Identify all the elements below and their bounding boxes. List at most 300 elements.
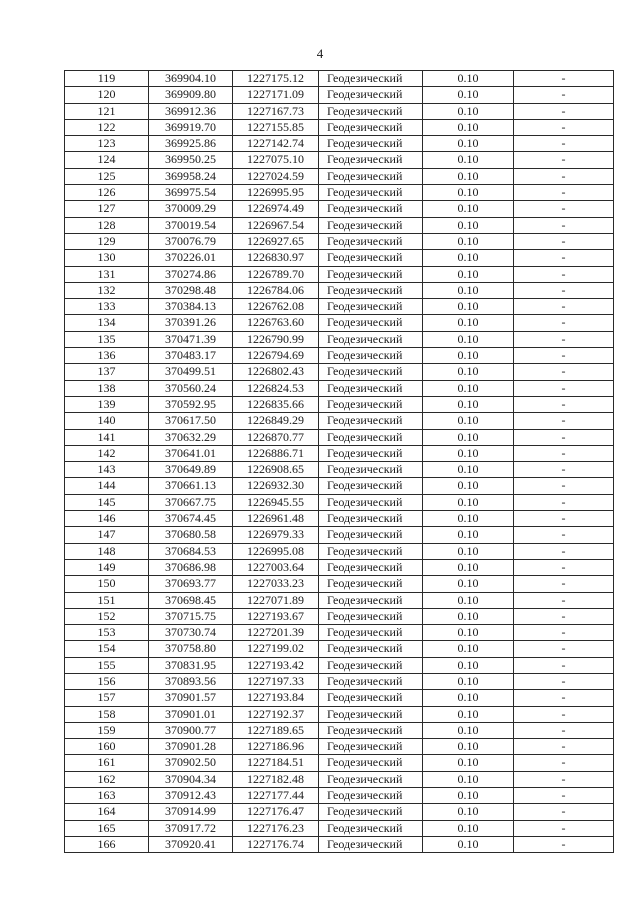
description-cell: -: [514, 755, 614, 771]
table-row: [65, 771, 614, 787]
y-coordinate-cell: 1226927.65: [233, 233, 319, 249]
table-row: [65, 527, 614, 543]
table-row: [65, 429, 614, 445]
method-cell: Геодезический: [319, 755, 423, 771]
x-coordinate-cell: 370917.72: [149, 820, 233, 836]
point-number-cell: 163: [65, 788, 149, 804]
y-coordinate-cell: 1226932.30: [233, 478, 319, 494]
precision-cell: 0.10: [423, 445, 514, 461]
method-cell: Геодезический: [319, 836, 423, 852]
precision-cell: 0.10: [423, 673, 514, 689]
method-cell: Геодезический: [319, 771, 423, 787]
y-coordinate-cell: 1226784.06: [233, 282, 319, 298]
method-cell: Геодезический: [319, 348, 423, 364]
precision-cell: 0.10: [423, 396, 514, 412]
precision-cell: 0.10: [423, 152, 514, 168]
method-cell: Геодезический: [319, 527, 423, 543]
point-number-cell: 164: [65, 804, 149, 820]
y-coordinate-cell: 1226789.70: [233, 266, 319, 282]
point-number-cell: 152: [65, 608, 149, 624]
description-cell: -: [514, 771, 614, 787]
description-cell: -: [514, 168, 614, 184]
point-number-cell: 154: [65, 641, 149, 657]
description-cell: -: [514, 625, 614, 641]
y-coordinate-cell: 1227024.59: [233, 168, 319, 184]
x-coordinate-cell: 370893.56: [149, 673, 233, 689]
point-number-cell: 146: [65, 511, 149, 527]
x-coordinate-cell: 370831.95: [149, 657, 233, 673]
point-number-cell: 145: [65, 494, 149, 510]
description-cell: -: [514, 722, 614, 738]
method-cell: Геодезический: [319, 739, 423, 755]
y-coordinate-cell: 1226790.99: [233, 331, 319, 347]
description-cell: -: [514, 217, 614, 233]
description-cell: -: [514, 152, 614, 168]
y-coordinate-cell: 1226886.71: [233, 445, 319, 461]
method-cell: Геодезический: [319, 119, 423, 135]
precision-cell: 0.10: [423, 462, 514, 478]
description-cell: -: [514, 119, 614, 135]
x-coordinate-cell: 370667.75: [149, 494, 233, 510]
table-row: [65, 836, 614, 852]
description-cell: -: [514, 657, 614, 673]
x-coordinate-cell: 370617.50: [149, 413, 233, 429]
point-number-cell: 120: [65, 87, 149, 103]
table-row: [65, 396, 614, 412]
table-row: [65, 576, 614, 592]
precision-cell: 0.10: [423, 511, 514, 527]
precision-cell: 0.10: [423, 722, 514, 738]
precision-cell: 0.10: [423, 641, 514, 657]
precision-cell: 0.10: [423, 739, 514, 755]
y-coordinate-cell: 1227175.12: [233, 71, 319, 87]
x-coordinate-cell: 370298.48: [149, 282, 233, 298]
x-coordinate-cell: 370693.77: [149, 576, 233, 592]
precision-cell: 0.10: [423, 217, 514, 233]
point-number-cell: 150: [65, 576, 149, 592]
point-number-cell: 162: [65, 771, 149, 787]
method-cell: Геодезический: [319, 641, 423, 657]
point-number-cell: 131: [65, 266, 149, 282]
method-cell: Геодезический: [319, 511, 423, 527]
method-cell: Геодезический: [319, 396, 423, 412]
y-coordinate-cell: 1227171.09: [233, 87, 319, 103]
y-coordinate-cell: 1226995.08: [233, 543, 319, 559]
table-row: [65, 299, 614, 315]
method-cell: Геодезический: [319, 690, 423, 706]
y-coordinate-cell: 1226945.55: [233, 494, 319, 510]
description-cell: -: [514, 543, 614, 559]
description-cell: -: [514, 103, 614, 119]
table-row: [65, 511, 614, 527]
y-coordinate-cell: 1227003.64: [233, 559, 319, 575]
point-number-cell: 122: [65, 119, 149, 135]
table-row: [65, 233, 614, 249]
x-coordinate-cell: 370649.89: [149, 462, 233, 478]
point-number-cell: 147: [65, 527, 149, 543]
x-coordinate-cell: 370471.39: [149, 331, 233, 347]
x-coordinate-cell: 369975.54: [149, 185, 233, 201]
table-row: [65, 494, 614, 510]
method-cell: Геодезический: [319, 331, 423, 347]
precision-cell: 0.10: [423, 250, 514, 266]
table-row: [65, 445, 614, 461]
description-cell: -: [514, 690, 614, 706]
description-cell: -: [514, 413, 614, 429]
description-cell: -: [514, 592, 614, 608]
x-coordinate-cell: 370900.77: [149, 722, 233, 738]
method-cell: Геодезический: [319, 445, 423, 461]
description-cell: -: [514, 820, 614, 836]
precision-cell: 0.10: [423, 380, 514, 396]
point-number-cell: 144: [65, 478, 149, 494]
description-cell: -: [514, 136, 614, 152]
y-coordinate-cell: 1227176.47: [233, 804, 319, 820]
table-row: [65, 136, 614, 152]
point-number-cell: 119: [65, 71, 149, 87]
description-cell: -: [514, 788, 614, 804]
precision-cell: 0.10: [423, 625, 514, 641]
y-coordinate-cell: 1227193.42: [233, 657, 319, 673]
point-number-cell: 139: [65, 396, 149, 412]
x-coordinate-cell: 369912.36: [149, 103, 233, 119]
precision-cell: 0.10: [423, 820, 514, 836]
table-row: [65, 559, 614, 575]
precision-cell: 0.10: [423, 608, 514, 624]
y-coordinate-cell: 1226908.65: [233, 462, 319, 478]
description-cell: -: [514, 266, 614, 282]
x-coordinate-cell: 370698.45: [149, 592, 233, 608]
y-coordinate-cell: 1226870.77: [233, 429, 319, 445]
precision-cell: 0.10: [423, 494, 514, 510]
point-number-cell: 129: [65, 233, 149, 249]
point-number-cell: 153: [65, 625, 149, 641]
y-coordinate-cell: 1227193.84: [233, 690, 319, 706]
y-coordinate-cell: 1227192.37: [233, 706, 319, 722]
table-row: [65, 543, 614, 559]
precision-cell: 0.10: [423, 266, 514, 282]
y-coordinate-cell: 1226961.48: [233, 511, 319, 527]
table-row: [65, 152, 614, 168]
method-cell: Геодезический: [319, 608, 423, 624]
description-cell: -: [514, 429, 614, 445]
precision-cell: 0.10: [423, 527, 514, 543]
description-cell: -: [514, 364, 614, 380]
point-number-cell: 126: [65, 185, 149, 201]
precision-cell: 0.10: [423, 348, 514, 364]
point-number-cell: 140: [65, 413, 149, 429]
table-row: [65, 592, 614, 608]
x-coordinate-cell: 370274.86: [149, 266, 233, 282]
table-row: [65, 380, 614, 396]
table-row: [65, 413, 614, 429]
description-cell: -: [514, 608, 614, 624]
y-coordinate-cell: 1227155.85: [233, 119, 319, 135]
method-cell: Геодезический: [319, 103, 423, 119]
x-coordinate-cell: 370914.99: [149, 804, 233, 820]
precision-cell: 0.10: [423, 87, 514, 103]
precision-cell: 0.10: [423, 136, 514, 152]
x-coordinate-cell: 370226.01: [149, 250, 233, 266]
precision-cell: 0.10: [423, 755, 514, 771]
point-number-cell: 159: [65, 722, 149, 738]
y-coordinate-cell: 1227176.23: [233, 820, 319, 836]
precision-cell: 0.10: [423, 788, 514, 804]
x-coordinate-cell: 370499.51: [149, 364, 233, 380]
precision-cell: 0.10: [423, 592, 514, 608]
method-cell: Геодезический: [319, 413, 423, 429]
y-coordinate-cell: 1226794.69: [233, 348, 319, 364]
precision-cell: 0.10: [423, 119, 514, 135]
x-coordinate-cell: 370661.13: [149, 478, 233, 494]
y-coordinate-cell: 1227142.74: [233, 136, 319, 152]
y-coordinate-cell: 1226849.29: [233, 413, 319, 429]
x-coordinate-cell: 370483.17: [149, 348, 233, 364]
point-number-cell: 128: [65, 217, 149, 233]
x-coordinate-cell: 369919.70: [149, 119, 233, 135]
y-coordinate-cell: 1227186.96: [233, 739, 319, 755]
method-cell: Геодезический: [319, 673, 423, 689]
precision-cell: 0.10: [423, 364, 514, 380]
point-number-cell: 165: [65, 820, 149, 836]
method-cell: Геодезический: [319, 233, 423, 249]
description-cell: -: [514, 527, 614, 543]
table-row: [65, 706, 614, 722]
table-row: [65, 185, 614, 201]
table-row: [65, 478, 614, 494]
point-number-cell: 156: [65, 673, 149, 689]
point-number-cell: 133: [65, 299, 149, 315]
point-number-cell: 151: [65, 592, 149, 608]
y-coordinate-cell: 1227201.39: [233, 625, 319, 641]
table-row: [65, 722, 614, 738]
x-coordinate-cell: 370560.24: [149, 380, 233, 396]
precision-cell: 0.10: [423, 103, 514, 119]
point-number-cell: 134: [65, 315, 149, 331]
precision-cell: 0.10: [423, 282, 514, 298]
y-coordinate-cell: 1227071.89: [233, 592, 319, 608]
precision-cell: 0.10: [423, 331, 514, 347]
x-coordinate-cell: 370730.74: [149, 625, 233, 641]
x-coordinate-cell: 370912.43: [149, 788, 233, 804]
x-coordinate-cell: 370632.29: [149, 429, 233, 445]
table-row: [65, 103, 614, 119]
description-cell: -: [514, 641, 614, 657]
method-cell: Геодезический: [319, 282, 423, 298]
x-coordinate-cell: 370384.13: [149, 299, 233, 315]
table-row: [65, 87, 614, 103]
y-coordinate-cell: 1227176.74: [233, 836, 319, 852]
y-coordinate-cell: 1227182.48: [233, 771, 319, 787]
table-row: [65, 657, 614, 673]
x-coordinate-cell: 369925.86: [149, 136, 233, 152]
table-row: [65, 348, 614, 364]
table-row: [65, 788, 614, 804]
method-cell: Геодезический: [319, 804, 423, 820]
point-number-cell: 157: [65, 690, 149, 706]
description-cell: -: [514, 673, 614, 689]
method-cell: Геодезический: [319, 788, 423, 804]
x-coordinate-cell: 370592.95: [149, 396, 233, 412]
table-row: [65, 250, 614, 266]
precision-cell: 0.10: [423, 706, 514, 722]
x-coordinate-cell: 370076.79: [149, 233, 233, 249]
table-row: [65, 608, 614, 624]
precision-cell: 0.10: [423, 576, 514, 592]
y-coordinate-cell: 1227199.02: [233, 641, 319, 657]
point-number-cell: 124: [65, 152, 149, 168]
description-cell: -: [514, 380, 614, 396]
point-number-cell: 158: [65, 706, 149, 722]
x-coordinate-cell: 370686.98: [149, 559, 233, 575]
point-number-cell: 132: [65, 282, 149, 298]
precision-cell: 0.10: [423, 233, 514, 249]
method-cell: Геодезический: [319, 494, 423, 510]
method-cell: Геодезический: [319, 429, 423, 445]
precision-cell: 0.10: [423, 429, 514, 445]
description-cell: -: [514, 71, 614, 87]
y-coordinate-cell: 1226824.53: [233, 380, 319, 396]
method-cell: Геодезический: [319, 250, 423, 266]
method-cell: Геодезический: [319, 462, 423, 478]
point-number-cell: 121: [65, 103, 149, 119]
table-row: [65, 673, 614, 689]
method-cell: Геодезический: [319, 543, 423, 559]
description-cell: -: [514, 315, 614, 331]
y-coordinate-cell: 1226967.54: [233, 217, 319, 233]
precision-cell: 0.10: [423, 185, 514, 201]
description-cell: -: [514, 348, 614, 364]
table-row: [65, 201, 614, 217]
description-cell: -: [514, 87, 614, 103]
description-cell: -: [514, 299, 614, 315]
description-cell: -: [514, 201, 614, 217]
y-coordinate-cell: 1226762.08: [233, 299, 319, 315]
table-row: [65, 168, 614, 184]
table-row: [65, 119, 614, 135]
description-cell: -: [514, 445, 614, 461]
method-cell: Геодезический: [319, 168, 423, 184]
table-row: [65, 641, 614, 657]
method-cell: Геодезический: [319, 201, 423, 217]
point-number-cell: 125: [65, 168, 149, 184]
method-cell: Геодезический: [319, 87, 423, 103]
precision-cell: 0.10: [423, 168, 514, 184]
precision-cell: 0.10: [423, 315, 514, 331]
x-coordinate-cell: 370715.75: [149, 608, 233, 624]
method-cell: Геодезический: [319, 217, 423, 233]
x-coordinate-cell: 370902.50: [149, 755, 233, 771]
point-number-cell: 127: [65, 201, 149, 217]
method-cell: Геодезический: [319, 478, 423, 494]
x-coordinate-cell: 370680.58: [149, 527, 233, 543]
table-row: [65, 266, 614, 282]
y-coordinate-cell: 1226835.66: [233, 396, 319, 412]
point-number-cell: 136: [65, 348, 149, 364]
method-cell: Геодезический: [319, 266, 423, 282]
method-cell: Геодезический: [319, 576, 423, 592]
method-cell: Геодезический: [319, 185, 423, 201]
method-cell: Геодезический: [319, 559, 423, 575]
method-cell: Геодезический: [319, 71, 423, 87]
precision-cell: 0.10: [423, 657, 514, 673]
description-cell: -: [514, 804, 614, 820]
table-row: [65, 315, 614, 331]
x-coordinate-cell: 370019.54: [149, 217, 233, 233]
precision-cell: 0.10: [423, 478, 514, 494]
y-coordinate-cell: 1226974.49: [233, 201, 319, 217]
description-cell: -: [514, 836, 614, 852]
precision-cell: 0.10: [423, 771, 514, 787]
y-coordinate-cell: 1226830.97: [233, 250, 319, 266]
table-row: [65, 282, 614, 298]
x-coordinate-cell: 369958.24: [149, 168, 233, 184]
point-number-cell: 123: [65, 136, 149, 152]
y-coordinate-cell: 1227184.51: [233, 755, 319, 771]
table-row: [65, 462, 614, 478]
method-cell: Геодезический: [319, 820, 423, 836]
description-cell: -: [514, 282, 614, 298]
point-number-cell: 149: [65, 559, 149, 575]
y-coordinate-cell: 1227075.10: [233, 152, 319, 168]
precision-cell: 0.10: [423, 690, 514, 706]
method-cell: Геодезический: [319, 380, 423, 396]
description-cell: -: [514, 478, 614, 494]
x-coordinate-cell: 370684.53: [149, 543, 233, 559]
y-coordinate-cell: 1227193.67: [233, 608, 319, 624]
description-cell: -: [514, 233, 614, 249]
method-cell: Геодезический: [319, 299, 423, 315]
coordinates-table: [64, 70, 614, 853]
table-row: [65, 804, 614, 820]
description-cell: -: [514, 250, 614, 266]
x-coordinate-cell: 370674.45: [149, 511, 233, 527]
method-cell: Геодезический: [319, 152, 423, 168]
x-coordinate-cell: 370901.57: [149, 690, 233, 706]
x-coordinate-cell: 370920.41: [149, 836, 233, 852]
y-coordinate-cell: 1226763.60: [233, 315, 319, 331]
description-cell: -: [514, 559, 614, 575]
point-number-cell: 160: [65, 739, 149, 755]
y-coordinate-cell: 1226979.33: [233, 527, 319, 543]
y-coordinate-cell: 1226995.95: [233, 185, 319, 201]
point-number-cell: 148: [65, 543, 149, 559]
description-cell: -: [514, 185, 614, 201]
table-row: [65, 690, 614, 706]
table-row: [65, 625, 614, 641]
method-cell: Геодезический: [319, 592, 423, 608]
precision-cell: 0.10: [423, 559, 514, 575]
y-coordinate-cell: 1227189.65: [233, 722, 319, 738]
point-number-cell: 137: [65, 364, 149, 380]
method-cell: Геодезический: [319, 136, 423, 152]
precision-cell: 0.10: [423, 836, 514, 852]
method-cell: Геодезический: [319, 722, 423, 738]
y-coordinate-cell: 1227033.23: [233, 576, 319, 592]
table-row: [65, 364, 614, 380]
x-coordinate-cell: 370009.29: [149, 201, 233, 217]
page-number: 4: [316, 46, 324, 61]
method-cell: Геодезический: [319, 315, 423, 331]
x-coordinate-cell: 370758.80: [149, 641, 233, 657]
x-coordinate-cell: 369904.10: [149, 71, 233, 87]
precision-cell: 0.10: [423, 299, 514, 315]
description-cell: -: [514, 511, 614, 527]
y-coordinate-cell: 1227197.33: [233, 673, 319, 689]
method-cell: Геодезический: [319, 364, 423, 380]
precision-cell: 0.10: [423, 804, 514, 820]
precision-cell: 0.10: [423, 201, 514, 217]
